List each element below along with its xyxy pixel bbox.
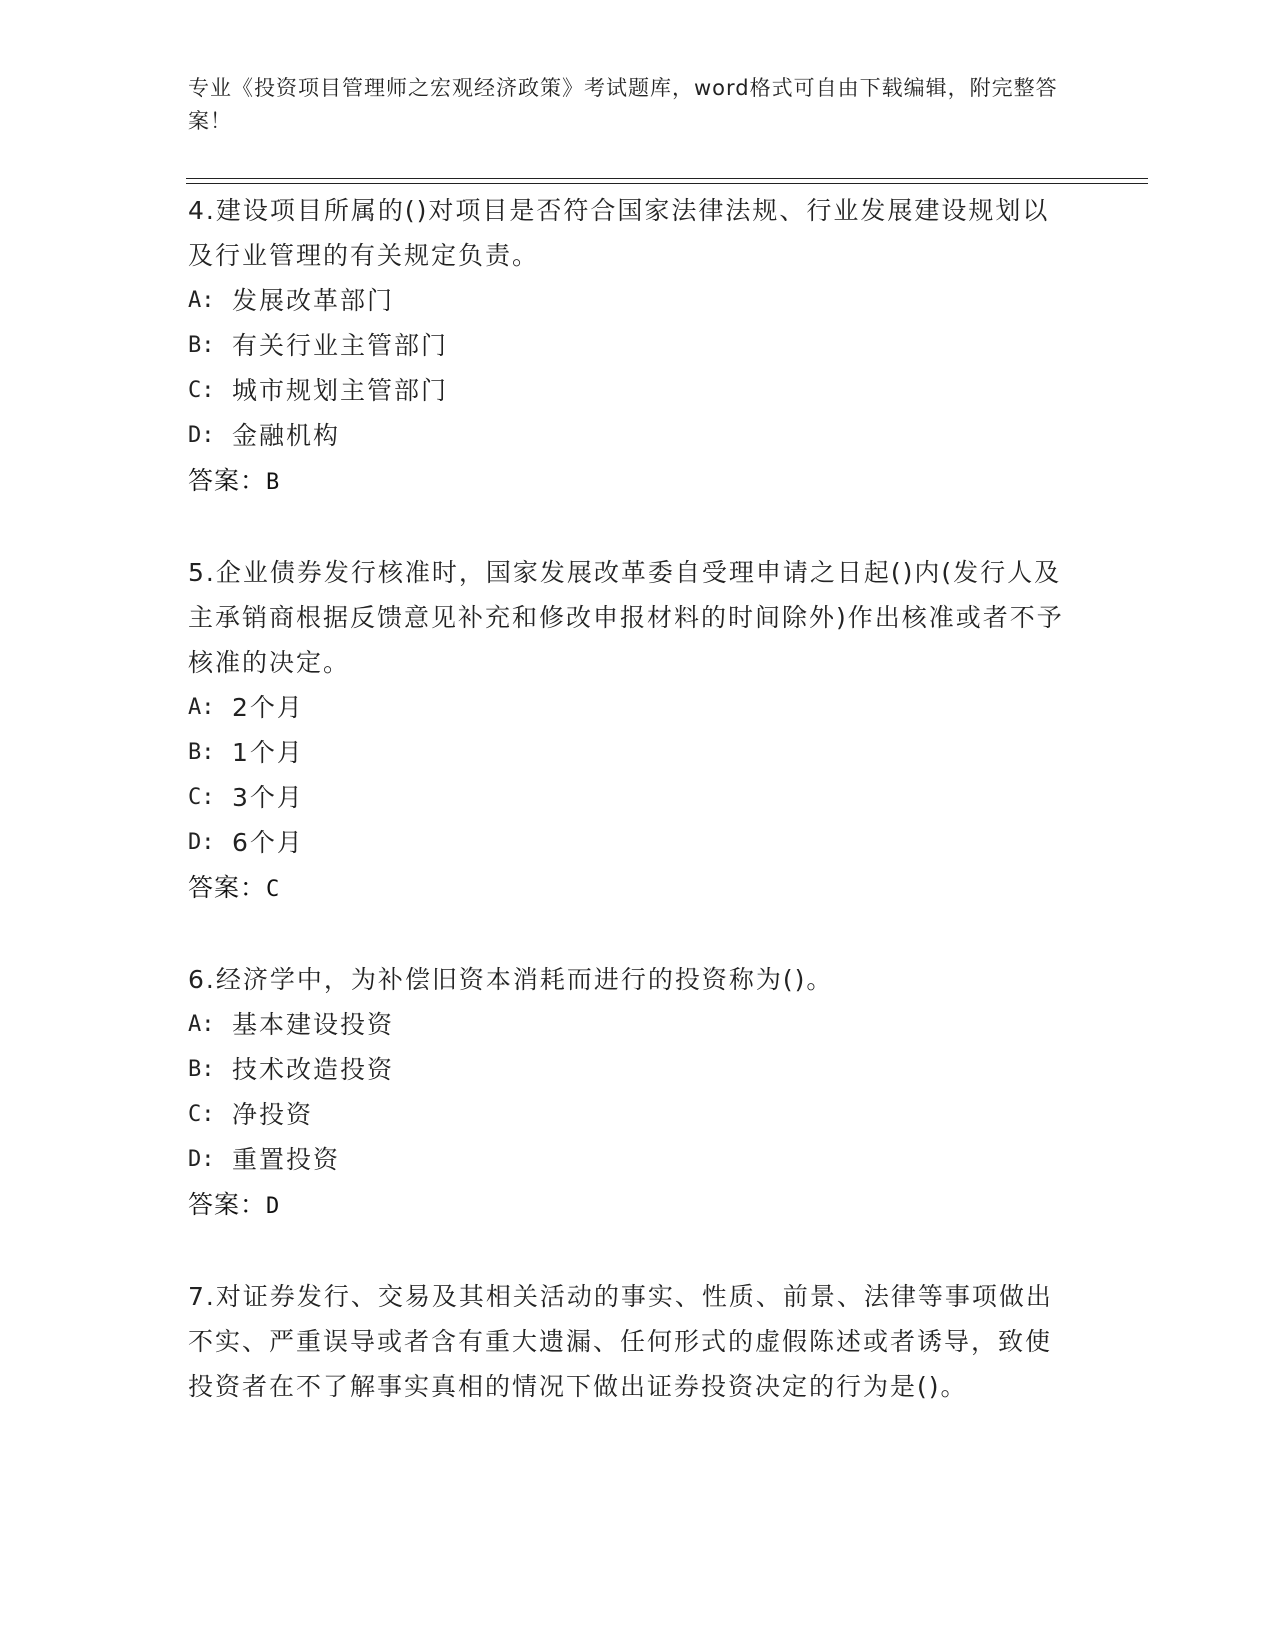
option-d: [188, 1137, 1068, 1182]
answer-line: [188, 865, 1068, 912]
option-letter: A:: [188, 1012, 215, 1037]
option-letter: C:: [188, 785, 215, 810]
option-letter: B:: [188, 1057, 215, 1082]
option-d: [188, 413, 1068, 458]
answer-line: [188, 458, 1068, 505]
question-list: [188, 188, 1068, 1409]
answer-line: [188, 1182, 1068, 1229]
answer-label: 答案：: [188, 1190, 267, 1219]
option-text: 1个月: [232, 738, 304, 767]
option-b: [188, 323, 1068, 368]
option-letter: D:: [188, 1147, 215, 1172]
option-text: 发展改革部门: [232, 286, 395, 315]
option-c: [188, 368, 1068, 413]
option-text: 基本建设投资: [232, 1010, 395, 1039]
option-text: 重置投资: [232, 1145, 341, 1174]
option-letter: A:: [188, 288, 215, 313]
option-letter: C:: [188, 378, 215, 403]
option-c: [188, 775, 1068, 820]
question-stem: 4.建设项目所属的()对项目是否符合国家法律法规、行业发展建设规划以及行业管理的有关规定负责。: [188, 196, 1050, 270]
question-stem: 6.经济学中，为补偿旧资本消耗而进行的投资称为()。: [188, 965, 834, 994]
answer-label: 答案：: [188, 873, 267, 902]
option-letter: D:: [188, 830, 215, 855]
option-text: 金融机构: [232, 421, 341, 450]
option-text: 城市规划主管部门: [232, 376, 449, 405]
option-d: [188, 820, 1068, 865]
option-letter: D:: [188, 423, 215, 448]
question-7: [188, 1274, 1068, 1409]
option-b: [188, 1047, 1068, 1092]
question-spacer: [188, 912, 1068, 957]
option-a: [188, 278, 1068, 323]
answer-value: B: [266, 470, 281, 495]
option-letter: B:: [188, 740, 215, 765]
header-rule-bottom: [186, 183, 1148, 184]
question-5: [188, 550, 1068, 912]
option-text: 3个月: [232, 783, 304, 812]
option-text: 有关行业主管部门: [232, 331, 449, 360]
question-stem: 7.对证券发行、交易及其相关活动的事实、性质、前景、法律等事项做出不实、严重误导或者含有重大遗漏、任何形式的虚假陈述或者诱导，致使投资者在不了解事实真相的情况下做出证券投资决定的行为是()。: [188, 1282, 1053, 1401]
answer-value: C: [266, 877, 281, 902]
answer-label: 答案：: [188, 466, 267, 495]
option-b: [188, 730, 1068, 775]
question-6: [188, 957, 1068, 1229]
question-4: [188, 188, 1068, 505]
option-text: 2个月: [232, 693, 304, 722]
option-letter: A:: [188, 695, 215, 720]
option-text: 技术改造投资: [232, 1055, 395, 1084]
header-text: 专业《投资项目管理师之宏观经济政策》考试题库，word格式可自由下载编辑，附完整答案！: [188, 76, 1058, 133]
option-a: [188, 685, 1068, 730]
answer-value: D: [266, 1194, 281, 1219]
option-text: 净投资: [232, 1100, 314, 1129]
option-a: [188, 1002, 1068, 1047]
option-letter: B:: [188, 333, 215, 358]
document-header: [188, 72, 1068, 138]
question-spacer: [188, 505, 1068, 550]
header-rule-top: [186, 178, 1148, 179]
question-spacer: [188, 1229, 1068, 1274]
option-letter: C:: [188, 1102, 215, 1127]
option-text: 6个月: [232, 828, 304, 857]
question-stem: 5.企业债券发行核准时，国家发展改革委自受理申请之日起()内(发行人及主承销商根据反馈意见补充和修改申报材料的时间除外)作出核准或者不予核准的决定。: [188, 558, 1064, 677]
option-c: [188, 1092, 1068, 1137]
